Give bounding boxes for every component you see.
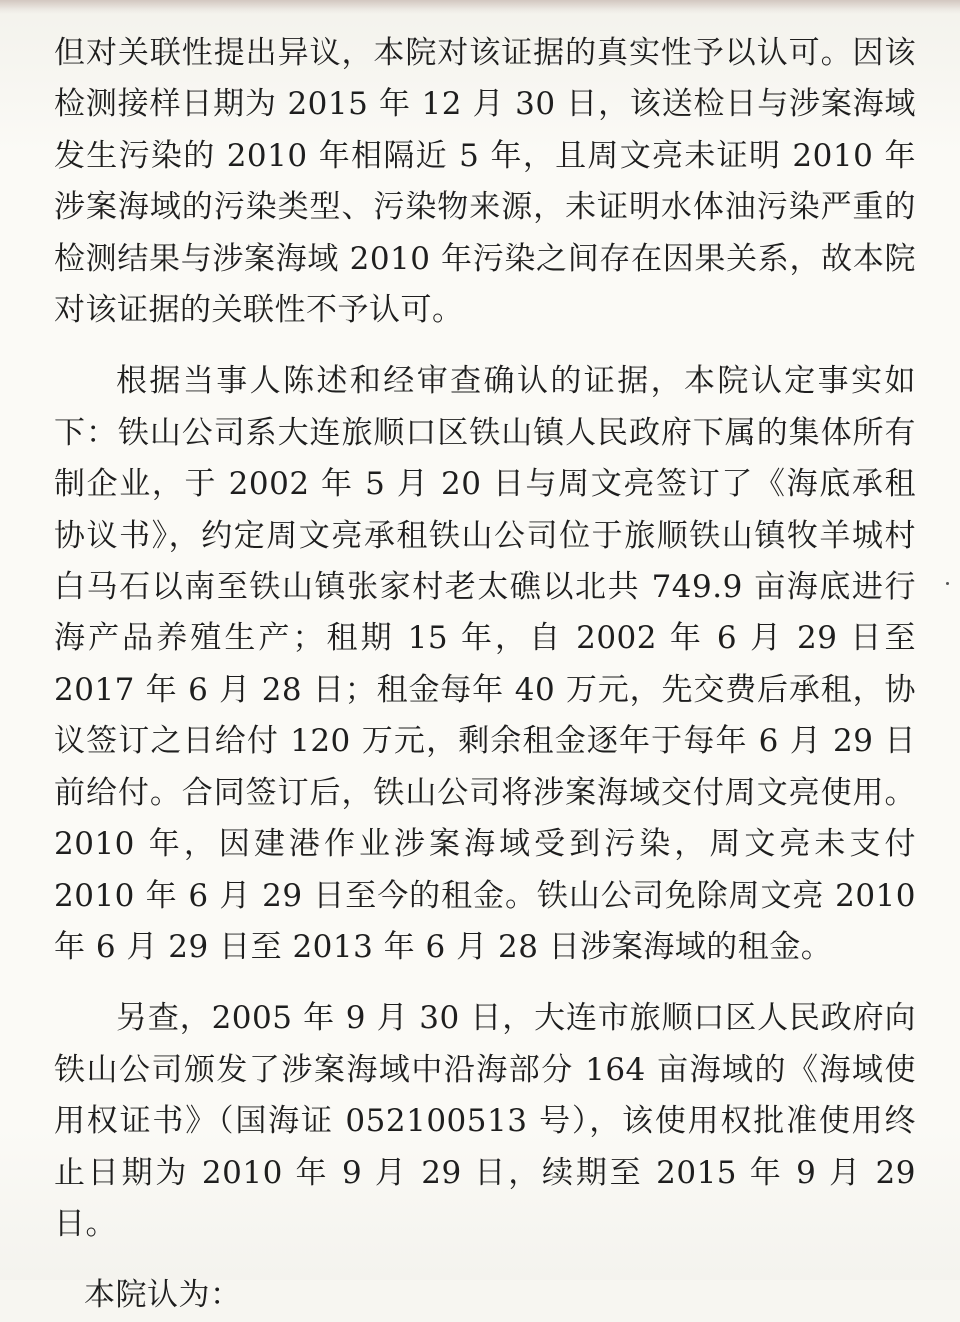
margin-speck — [946, 582, 949, 585]
document-body — [54, 28, 916, 1322]
paragraph-evidence-relevance: 但对关联性提出异议，本院对该证据的真实性予以认可。因该检测接样日期为 2015 年 12 月 30 日，该送检日与涉案海域发生污染的 2010 年相隔近 5 年，且周文亮未证明 2010 年涉案海域的污染类型、污染物来源，未证明水体油污染严重的检测结果与涉案海域 2010 年污染之间存在因果关系，故本院对该证据的关联性不予认可。 — [54, 35, 916, 329]
paragraph-facts-found: 根据当事人陈述和经审查确认的证据，本院认定事实如下：铁山公司系大连旅顺口区铁山镇人民政府下属的集体所有制企业，于 2002 年 5 月 20 日与周文亮签订了《海底承租协议书》，约定周文亮承租铁山公司位于旅顺铁山镇牧羊城村白马石以南至铁山镇张家村老太礁以北共 749.9 亩海底进行海产品养殖生产；租期 15 年，自 2002 年 6 月 29 日至 2017 年 6 月 28 日；租金每年 40 万元，先交费后承租，协议签订之日给付 120 万元，剩余租金逐年于每年 6 月 29 日前给付。合同签订后，铁山公司将涉案海域交付周文亮使用。2010 年，因建港作业涉案海域受到污染，周文亮未支付 2010 年 6 月 29 日至今的租金。铁山公司免除周文亮 2010 年 6 月 29 日至 2013 年 6 月 28 日涉案海域的租金。 — [54, 363, 916, 965]
scan-top-edge — [0, 0, 960, 14]
paragraph-court-opinion-heading: 本院认为： — [84, 1277, 242, 1314]
paragraph-further-findings: 另查，2005 年 9 月 30 日，大连市旅顺口区人民政府向铁山公司颁发了涉案海域中沿海部分 164 亩海域的《海域使用权证书》（国海证 052100513 号），该使用权批准使用终止日期为 2010 年 9 月 29 日，续期至 2015 年 9 月 29 日。 — [54, 1000, 916, 1242]
